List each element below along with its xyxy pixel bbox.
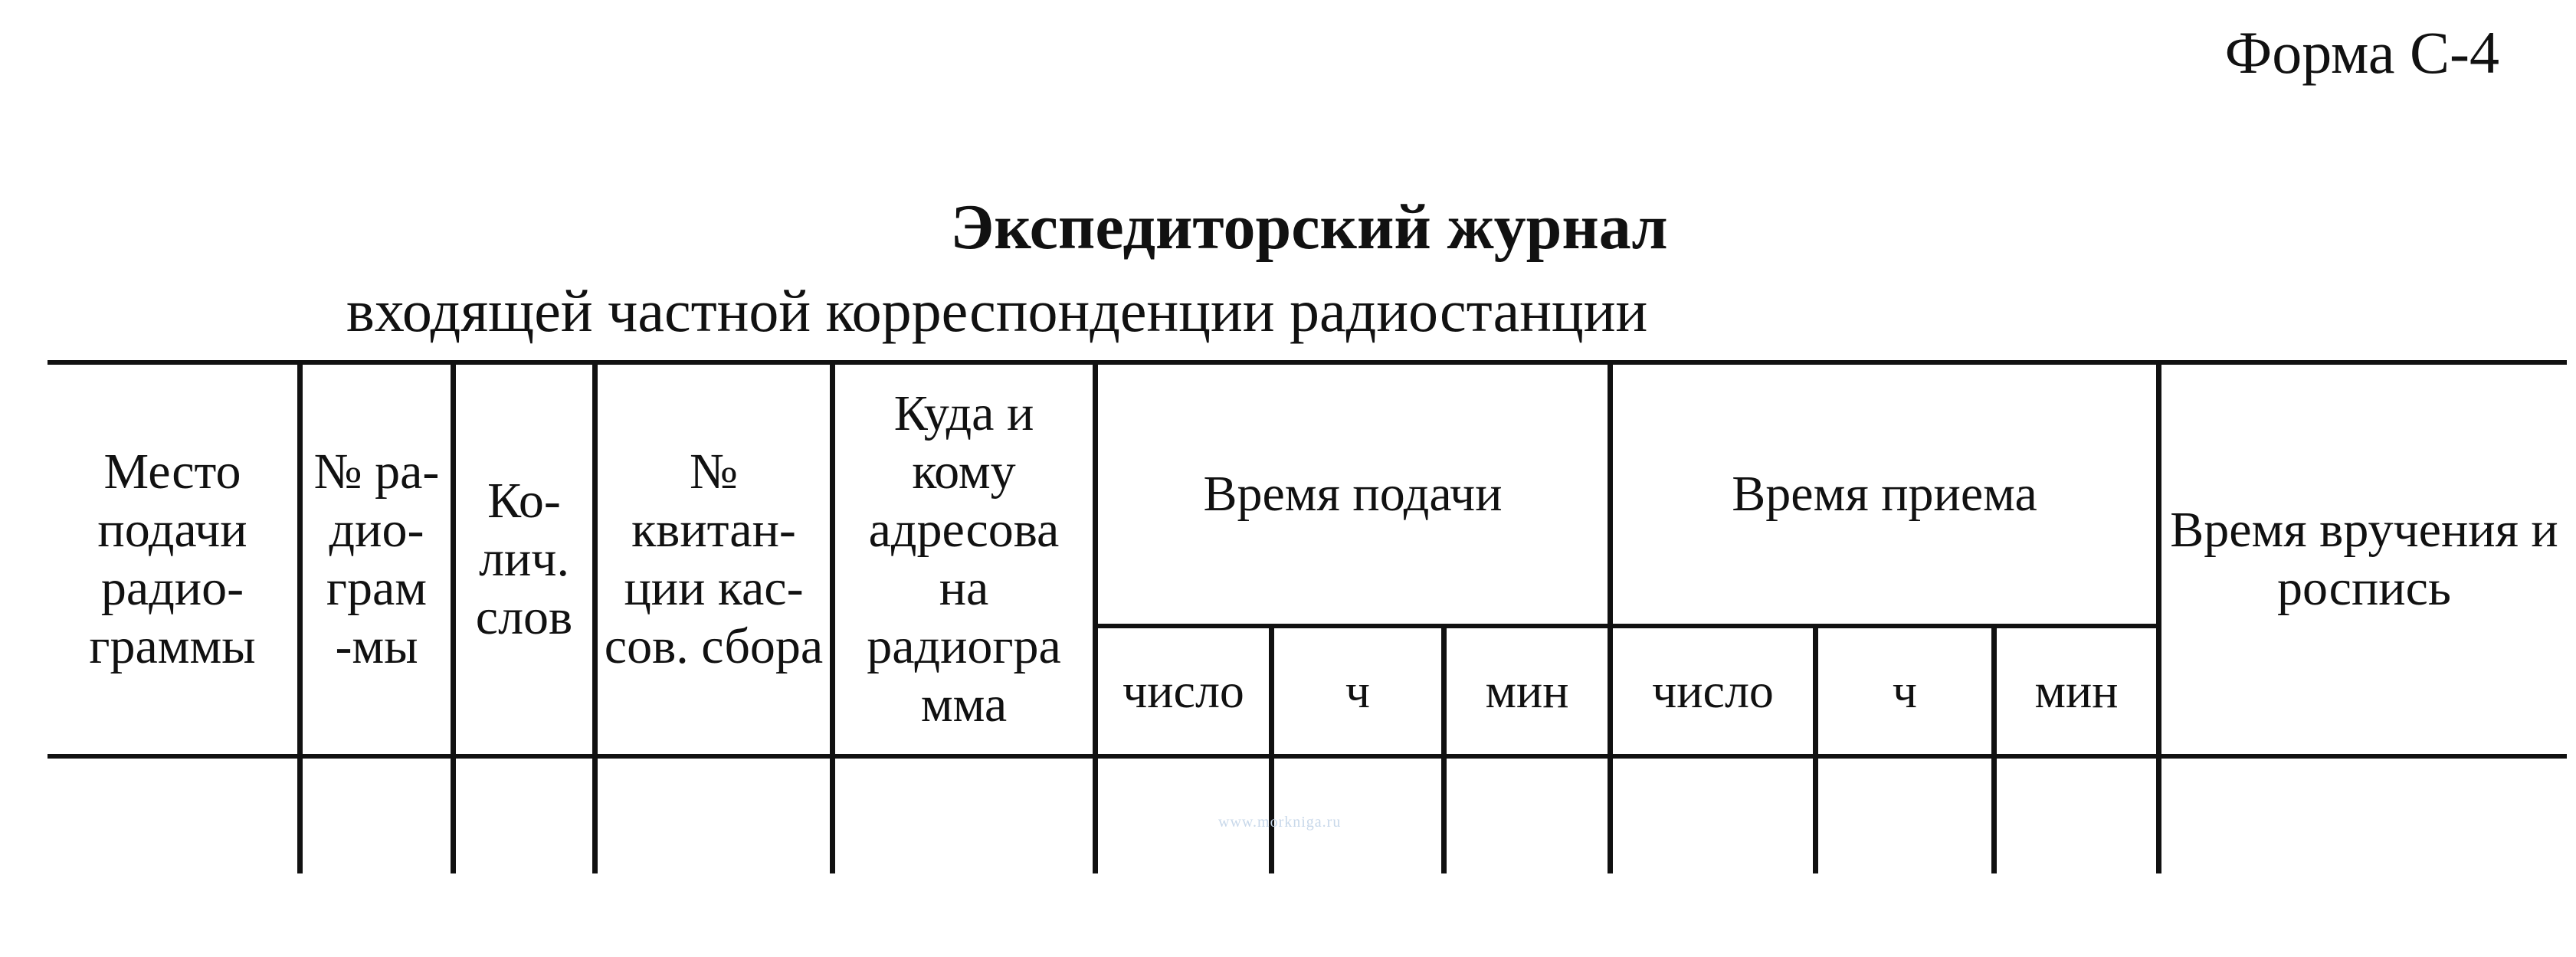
subheader-receive-hour: ч [1818, 628, 1997, 759]
subheader-receive-minute: мин [1997, 628, 2161, 759]
header-addressee: Куда и кому адресова на радиогра мма [835, 360, 1098, 759]
watermark-text: www.morkniga.ru [1218, 814, 1342, 831]
header-group-receipt-time: Время приема [1613, 360, 2161, 628]
journal-table [48, 360, 2567, 873]
subheader-submit-hour: ч [1274, 628, 1447, 759]
table-cell [1613, 759, 1818, 873]
header-radiogram-number: № ра-дио-грам -мы [303, 360, 456, 759]
header-word-count: Ко-лич. слов [456, 360, 598, 759]
subheader-submit-date: число [1098, 628, 1274, 759]
header-receipt-number: № квитан-ции кас-сов. сбора [598, 360, 835, 759]
subheader-receive-date: число [1613, 628, 1818, 759]
table-cell [303, 759, 456, 873]
table-cell [48, 759, 303, 873]
header-delivery-time-signature: Время вручения и роспись [2161, 360, 2567, 759]
header-place-of-submission: Место подачи радио-граммы [48, 360, 303, 759]
subheader-submit-minute: мин [1447, 628, 1613, 759]
table-cell [1818, 759, 1997, 873]
journal-title: Экспедиторский журнал [950, 192, 1668, 263]
table-cell [456, 759, 598, 873]
journal-subtitle: входящей частной корреспонденции радиостанции [346, 277, 1648, 344]
form-number-label: Форма С-4 [2224, 19, 2499, 86]
table-cell [2161, 759, 2567, 873]
table-cell [835, 759, 1098, 873]
table-cell [1447, 759, 1613, 873]
table-cell [1997, 759, 2161, 873]
table-cell [598, 759, 835, 873]
header-group-submission-time: Время подачи [1098, 360, 1613, 628]
